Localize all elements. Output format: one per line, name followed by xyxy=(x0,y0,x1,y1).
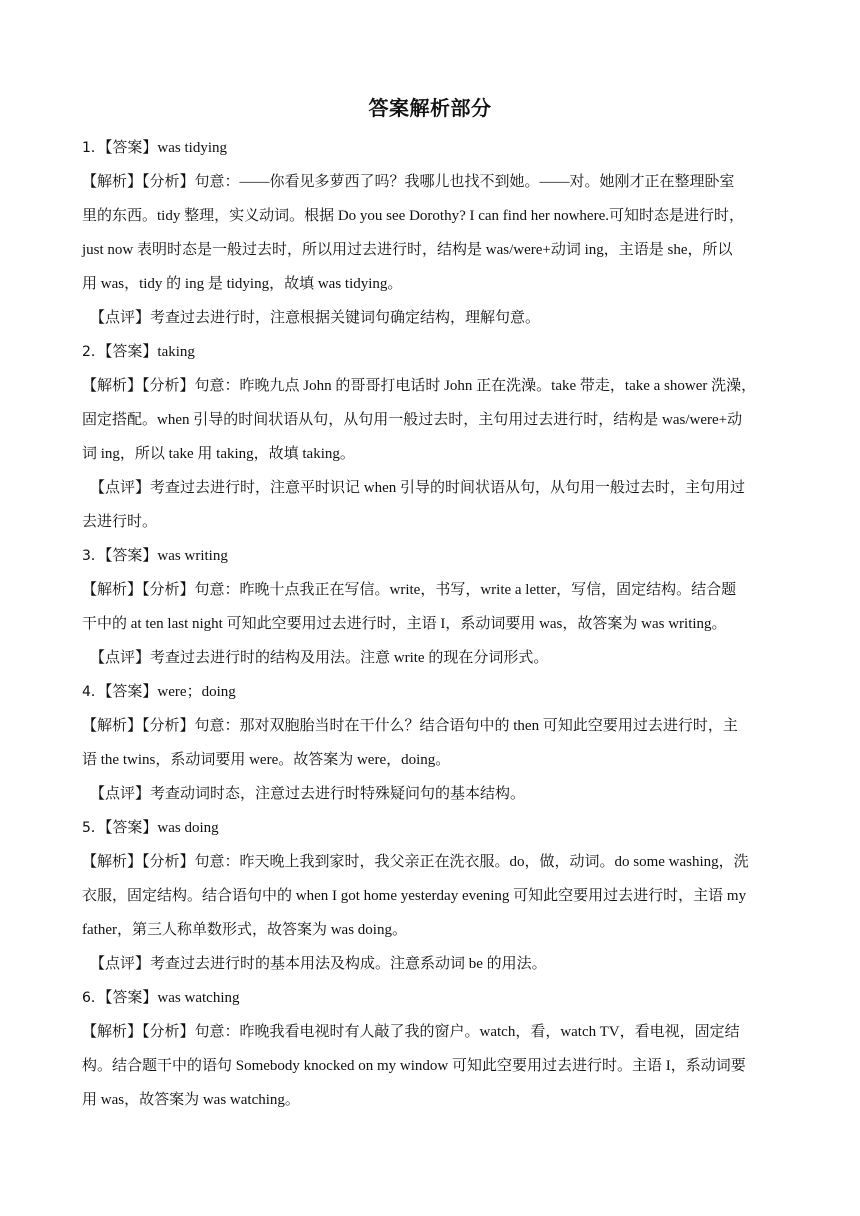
analysis-line: 【解析】【分析】句意：那对双胞胎当时在干什么？结合语句中的 then 可知此空要用过去进行时，主 xyxy=(82,718,738,734)
answer-line xyxy=(82,131,780,165)
answer-item xyxy=(82,675,780,811)
answer-text: 【答案】taking xyxy=(104,344,195,360)
item-number: 1． xyxy=(82,140,105,156)
analysis-line: 用 was，tidy 的 ing 是 tidying，故填 was tidying。 xyxy=(82,276,403,292)
answer-text: 【答案】was watching xyxy=(104,990,240,1006)
analysis-line: 构。结合题干中的语句 Somebody knocked on my window 可知此空要用过去进行时。主语 I，系动词要 xyxy=(82,1058,746,1074)
item-number: 6． xyxy=(82,990,105,1006)
answer-line xyxy=(82,811,780,845)
analysis-line: 用 was，故答案为 was watching。 xyxy=(82,1092,300,1108)
analysis-line: father，第三人称单数形式，故答案为 was doing。 xyxy=(82,922,407,938)
comment-line: 【点评】考查过去进行时，注意根据关键词句确定结构，理解句意。 xyxy=(90,310,541,326)
analysis-line: 【解析】【分析】句意：昨晚九点 John 的哥哥打电话时 John 正在洗澡。take 带走，take a shower 洗澡， xyxy=(82,378,757,394)
analysis-line: 衣服，固定结构。结合语句中的 when I got home yesterday evening 可知此空要用过去进行时，主语 my xyxy=(82,888,747,904)
analysis-line: 【解析】【分析】句意：昨晚我看电视时有人敲了我的窗户。watch，看，watch TV，看电视，固定结 xyxy=(82,1024,740,1040)
comment-line: 【点评】考查过去进行时的基本用法及构成。注意系动词 be 的用法。 xyxy=(90,956,547,972)
comment-line: 去进行时。 xyxy=(82,514,158,530)
comment-line: 【点评】考查动词时态，注意过去进行时特殊疑问句的基本结构。 xyxy=(90,786,526,802)
analysis-line: 【解析】【分析】句意：昨天晚上我到家时，我父亲正在洗衣服。do，做，动词。do some washing，洗 xyxy=(82,854,749,870)
item-number: 3． xyxy=(82,548,105,564)
comment-line: 【点评】考查过去进行时的结构及用法。注意 write 的现在分词形式。 xyxy=(90,650,549,666)
item-number: 4． xyxy=(82,684,105,700)
page-title: 答案解析部分 xyxy=(368,96,492,120)
comment-line: 【点评】考查过去进行时，注意平时识记 when 引导的时间状语从句，从句用一般过去时，主句用过 xyxy=(90,480,745,496)
answer-item xyxy=(82,539,780,675)
answer-list xyxy=(82,131,780,1117)
analysis-line: 词 ing，所以 take 用 taking，故填 taking。 xyxy=(82,446,355,462)
answer-line xyxy=(82,335,780,369)
analysis-line: 【解析】【分析】句意：——你看见多萝西了吗？我哪儿也找不到她。——对。她刚才正在整理卧室 xyxy=(82,174,735,190)
answer-text: 【答案】was doing xyxy=(104,820,219,836)
analysis-line: 语 the twins，系动词要用 were。故答案为 were，doing。 xyxy=(82,752,451,768)
answer-item xyxy=(82,131,780,335)
analysis-line: 里的东西。tidy 整理，实义动词。根据 Do you see Dorothy? I can find her nowhere.可知时态是进行时， xyxy=(82,208,744,224)
analysis-line: 固定搭配。when 引导的时间状语从句，从句用一般过去时，主句用过去进行时，结构是 was/were+动 xyxy=(82,412,743,428)
item-number: 5． xyxy=(82,820,105,836)
answer-text: 【答案】were；doing xyxy=(104,684,236,700)
answer-text: 【答案】was writing xyxy=(104,548,228,564)
item-number: 2． xyxy=(82,344,105,360)
answer-item xyxy=(82,811,780,981)
answer-line xyxy=(82,981,780,1015)
answer-line xyxy=(82,675,780,709)
analysis-line: just now 表明时态是一般过去时，所以用过去进行时，结构是 was/were+动词 ing，主语是 she，所以 xyxy=(82,242,733,258)
answer-line xyxy=(82,539,780,573)
answer-text: 【答案】was tidying xyxy=(104,140,228,156)
answer-item xyxy=(82,981,780,1117)
analysis-line: 干中的 at ten last night 可知此空要用过去进行时，主语 I，系动词要用 was，故答案为 was writing。 xyxy=(82,616,727,632)
analysis-line: 【解析】【分析】句意：昨晚十点我正在写信。write，书写，write a letter，写信，固定结构。结合题 xyxy=(82,582,737,598)
answer-item xyxy=(82,335,780,539)
